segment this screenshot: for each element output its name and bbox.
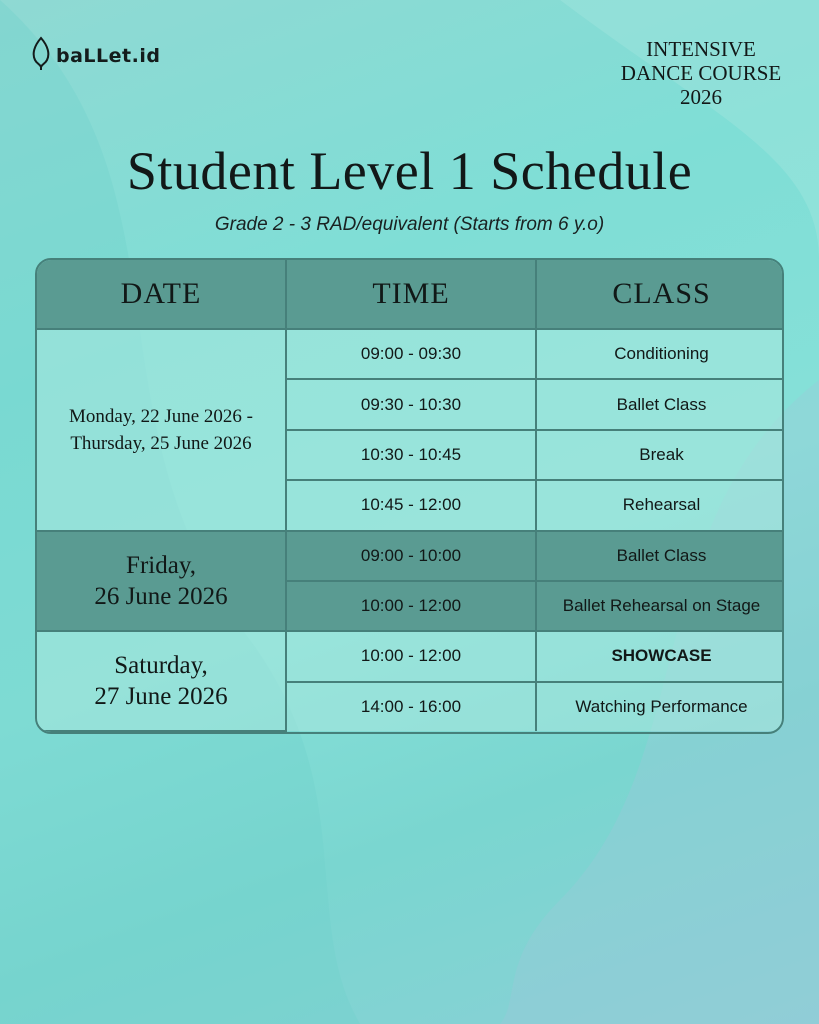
table-row bbox=[37, 329, 784, 379]
table-row bbox=[37, 531, 784, 581]
class-cell: SHOWCASE bbox=[536, 631, 784, 681]
date-line-1: Friday, bbox=[126, 551, 196, 579]
schedule-table bbox=[35, 258, 784, 734]
ballet-shoe-icon bbox=[30, 36, 52, 75]
course-title bbox=[611, 37, 791, 109]
class-cell: Conditioning bbox=[536, 329, 784, 379]
header-time: TIME bbox=[286, 260, 536, 329]
class-cell: Ballet Class bbox=[536, 531, 784, 581]
date-line-1: Saturday, bbox=[114, 652, 208, 680]
time-cell: 14:00 - 16:00 bbox=[286, 682, 536, 731]
time-cell: 10:00 - 12:00 bbox=[286, 631, 536, 681]
time-cell: 09:00 - 09:30 bbox=[286, 329, 536, 379]
class-cell: Rehearsal bbox=[536, 480, 784, 530]
brand-logo[interactable] bbox=[30, 36, 160, 75]
class-cell: Break bbox=[536, 430, 784, 480]
header-date: DATE bbox=[37, 260, 286, 329]
course-line-1: INTENSIVE bbox=[646, 37, 756, 61]
time-cell: 10:45 - 12:00 bbox=[286, 480, 536, 530]
course-line-2: DANCE COURSE bbox=[620, 61, 782, 85]
header-class: CLASS bbox=[536, 260, 784, 329]
date-cell bbox=[37, 631, 286, 731]
class-cell: Ballet Rehearsal on Stage bbox=[536, 581, 784, 631]
class-cell: Watching Performance bbox=[536, 682, 784, 731]
table-header-row bbox=[37, 260, 784, 329]
date-line-1: Monday, 22 June 2026 - bbox=[69, 405, 253, 427]
time-cell: 10:30 - 10:45 bbox=[286, 430, 536, 480]
brand-name: baLLet.id bbox=[56, 44, 161, 67]
page-title: Student Level 1 Schedule bbox=[126, 141, 693, 201]
date-line-2: 26 June 2026 bbox=[94, 582, 228, 610]
course-line-3: 2026 bbox=[680, 85, 722, 109]
date-cell bbox=[37, 531, 286, 632]
time-cell: 09:00 - 10:00 bbox=[286, 531, 536, 581]
table-row bbox=[37, 631, 784, 681]
date-cell bbox=[37, 329, 286, 531]
date-line-2: 27 June 2026 bbox=[94, 683, 228, 711]
time-cell: 10:00 - 12:00 bbox=[286, 581, 536, 631]
date-line-2: Thursday, 25 June 2026 bbox=[70, 432, 252, 454]
class-cell: Ballet Class bbox=[536, 379, 784, 429]
time-cell: 09:30 - 10:30 bbox=[286, 379, 536, 429]
page-subtitle: Grade 2 - 3 RAD/equivalent (Starts from 6 y.o) bbox=[214, 214, 605, 235]
